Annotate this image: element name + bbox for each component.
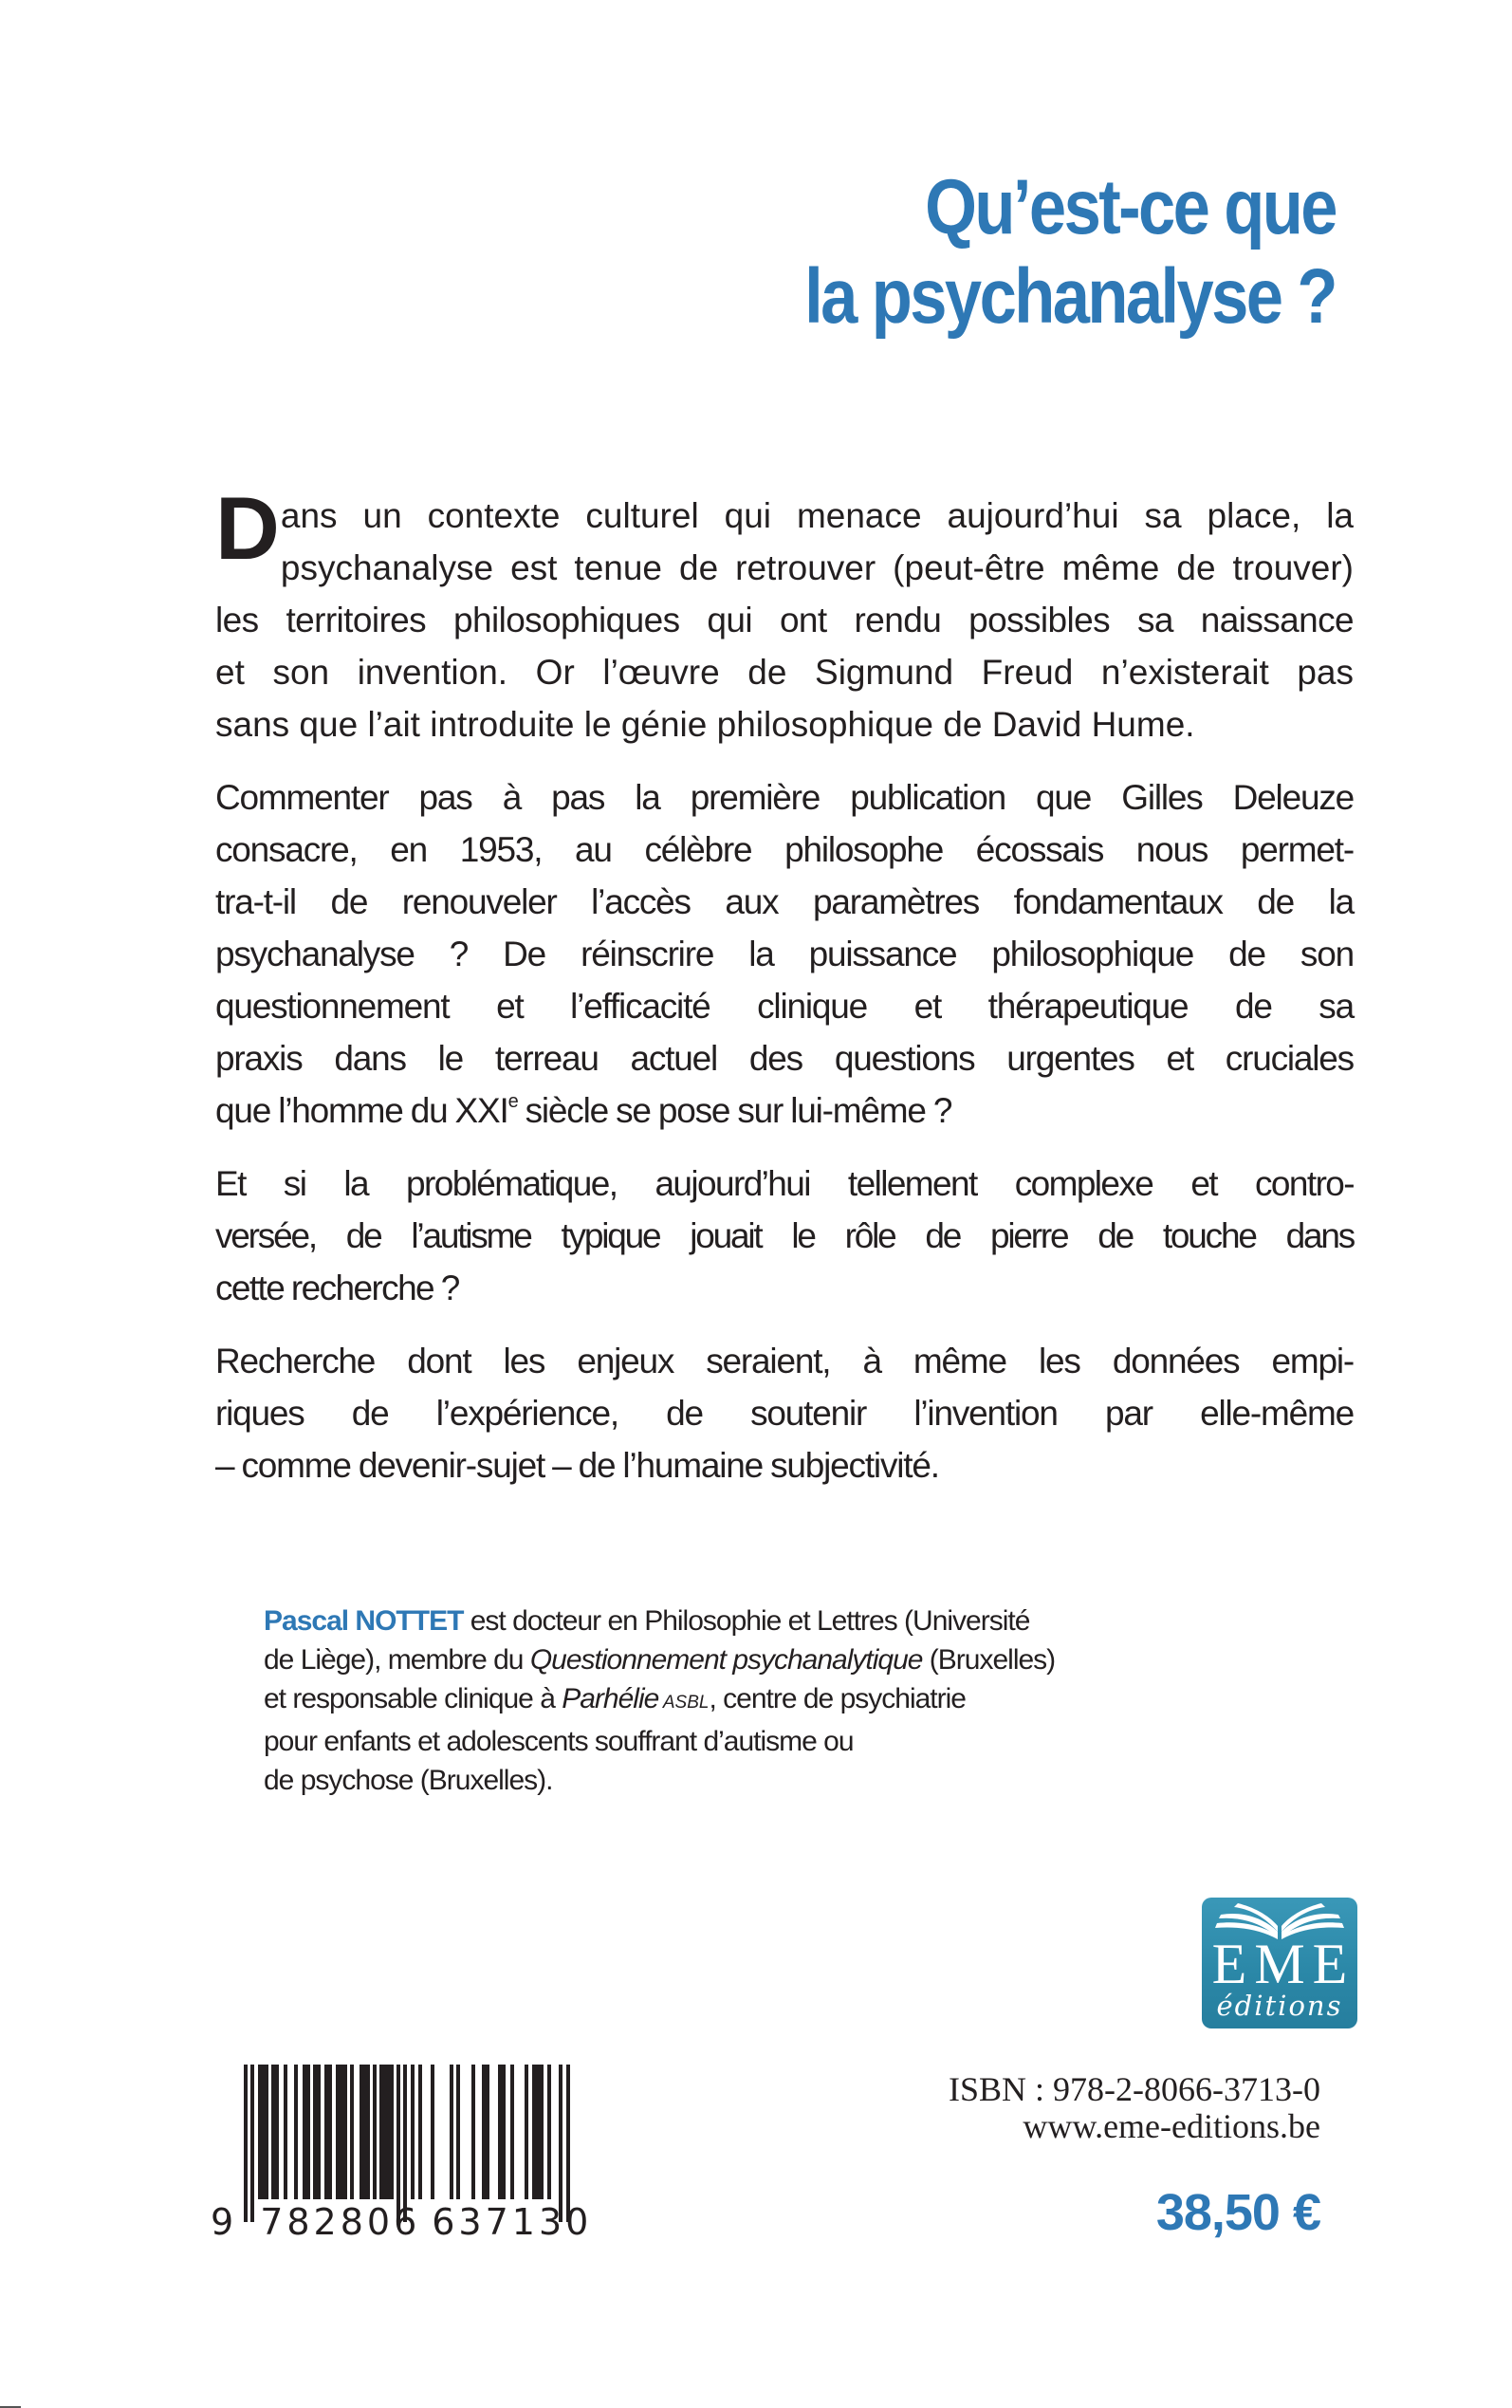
drop-cap: D: [215, 478, 280, 578]
text-line: Et si la problématique, aujourd’hui tellement complexe et contro-: [215, 1164, 1354, 1203]
bio-line: [264, 1640, 1269, 1679]
smallcaps-fragment: ASBL: [658, 1693, 710, 1713]
barcode-digits: [211, 2203, 592, 2241]
italic-fragment: Parhélie: [562, 1683, 659, 1714]
book-title: [804, 163, 1336, 342]
text-line: et son invention. Or l’œuvre de Sigmund Freud n’existerait pas: [215, 653, 1354, 692]
superscript: e: [507, 1091, 518, 1112]
publisher-logo-subtitle: éditions: [1216, 1990, 1343, 2022]
text-line: Commenter pas à pas la première publication que Gilles Deleuze: [215, 778, 1354, 817]
text-line: Recherche dont les enjeux seraient, à même les données empi-: [215, 1342, 1354, 1380]
text-line: sans que l’ait introduite le génie philosophique de David Hume.: [215, 705, 1195, 744]
text-fragment: et responsable clinique à: [264, 1683, 562, 1714]
book-title-line-1: Qu’est-ce que: [925, 164, 1336, 250]
bio-line: [264, 1602, 1269, 1640]
text-line: les territoires philosophiques qui ont rendu possibles sa naissance: [215, 601, 1354, 639]
price: 38,50 €: [1155, 2184, 1320, 2241]
bio-line: [264, 1679, 1269, 1722]
text-fragment: de Liège), membre du: [264, 1644, 530, 1676]
text-line: riques de l’expérience, de soutenir l’invention par elle-même: [215, 1394, 1354, 1433]
text-line: psychanalyse est tenue de retrouver (peut-être même de trouver): [280, 548, 1354, 587]
text-line: praxis dans le terreau actuel des questions urgentes et cruciales: [215, 1039, 1354, 1078]
blurb-paragraph-3: [215, 1158, 1354, 1314]
text-line: tra-t-il de renouveler l’accès aux paramètres fondamentaux de la: [215, 882, 1354, 921]
text-line: versée, de l’autisme typique jouait le rôle de pierre de touche dans: [215, 1216, 1354, 1255]
text-line: consacre, en 1953, au célèbre philosophe écossais nous permet-: [215, 830, 1354, 869]
text-fragment: que l’homme du XXI: [215, 1091, 508, 1130]
text-line: questionnement et l’efficacité clinique et thérapeutique de sa: [215, 987, 1354, 1026]
italic-fragment: Questionnement psychanalytique: [529, 1644, 923, 1676]
publisher-logo-name: EME: [1211, 1933, 1355, 1995]
text-fragment: est docteur en Philosophie et Lettres (Université: [463, 1605, 1030, 1637]
book-title-line-2: la psychanalyse ?: [804, 253, 1336, 340]
text-fragment: , centre de psychiatrie: [709, 1683, 966, 1714]
text-line: ans un contexte culturel qui menace aujourd’hui sa place, la: [280, 496, 1354, 535]
bio-line: de psychose (Bruxelles).: [264, 1765, 553, 1796]
text-fragment: siècle se pose sur lui-même ?: [517, 1091, 952, 1130]
barcode-digits-group-1: 782806: [260, 2201, 421, 2243]
isbn: ISBN : 978-2-8066-3713-0: [949, 2070, 1320, 2108]
author-bio: [264, 1602, 1269, 1800]
blurb: [215, 478, 1354, 1512]
publisher-logo: [1202, 1898, 1357, 2028]
blurb-paragraph-2: [215, 771, 1354, 1137]
blurb-paragraph-4: [215, 1335, 1354, 1491]
text-line: psychanalyse ? De réinscrire la puissance philosophique de son: [215, 935, 1354, 973]
barcode-digit-lead: 9: [211, 2201, 234, 2243]
bio-line: pour enfants et adolescents souffrant d’autisme ou: [264, 1726, 854, 1757]
author-name: Pascal NOTTET: [264, 1605, 464, 1637]
blurb-paragraph-1: [215, 478, 1354, 750]
publisher-website: www.eme-editions.be: [1023, 2107, 1320, 2145]
text-line: – comme devenir-sujet – de l’humaine subjectivité.: [215, 1446, 939, 1485]
barcode-digits-group-2: 637130: [432, 2201, 593, 2243]
text-fragment: (Bruxelles): [922, 1644, 1056, 1676]
text-line: [215, 1084, 1354, 1137]
text-line: cette recherche ?: [215, 1269, 459, 1307]
